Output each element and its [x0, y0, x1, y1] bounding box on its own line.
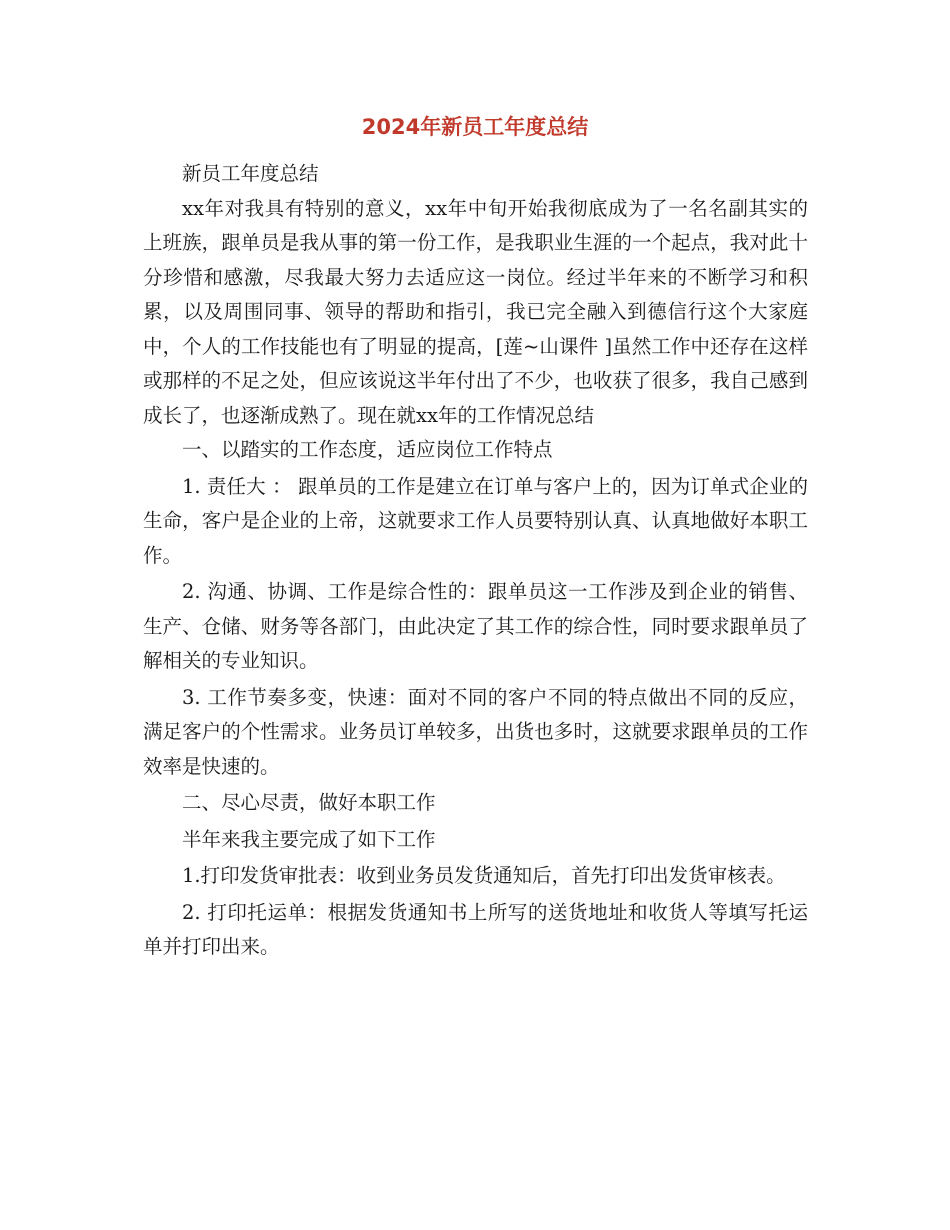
list-item-waybill: 2. 打印托运单：根据发货通知书上所写的送货地址和收货人等填写托运单并打印出来。 [143, 900, 808, 958]
list-item-approval-form: 1.打印发货审批表：收到业务员发货通知后，首先打印出发货审核表。 [182, 864, 786, 887]
subtitle-paragraph: 新员工年度总结 [182, 162, 319, 185]
list-item-communication: 2. 沟通、协调、工作是综合性的：跟单员这一工作涉及到企业的销售、生产、仓储、财务等各部门，由此决定了其工作的综合性，同时要求跟单员了解相关的专业知识。 [143, 580, 808, 672]
document-title: 2024年新员工年度总结 [361, 115, 589, 139]
intro-paragraph: xx年对我具有特别的意义，xx年中旬开始我彻底成为了一名名副其实的上班族，跟单员是我从事的第一份工作，是我职业生涯的一个起点，我对此十分珍惜和感激，尽我最大努力去适应这一岗位。经过半年来的不断学习和积累，以及周围同事、领导的帮助和指引，我已完全融入到德信行这个大家庭中，个人的工作技能也有了明显的提高，[莲~山课件 ]虽然工作中还存在这样或那样的不足之处，但应该说这半年付出了不少，也收获了很多，我自己感到成长了，也逐渐成熟了。现在就xx年的工作情况总结 [143, 196, 808, 427]
section-heading-2: 二、尽心尽责，做好本职工作 [182, 791, 436, 814]
work-intro-paragraph: 半年来我主要完成了如下工作 [182, 827, 436, 851]
section-heading-1: 一、以踏实的工作态度，适应岗位工作特点 [182, 438, 553, 461]
list-item-responsibility: 1. 责任大 ： 跟单员的工作是建立在订单与客户上的，因为订单式企业的生命，客户是企业的上帝，这就要求工作人员要特别认真、认真地做好本职工作。 [143, 474, 808, 567]
document-body [143, 157, 808, 965]
list-item-pace: 3. 工作节奏多变，快速：面对不同的客户不同的特点做出不同的反应，满足客户的个性需求。业务员订单较多，出货也多时，这就要求跟单员的工作效率是快速的。 [143, 685, 808, 778]
